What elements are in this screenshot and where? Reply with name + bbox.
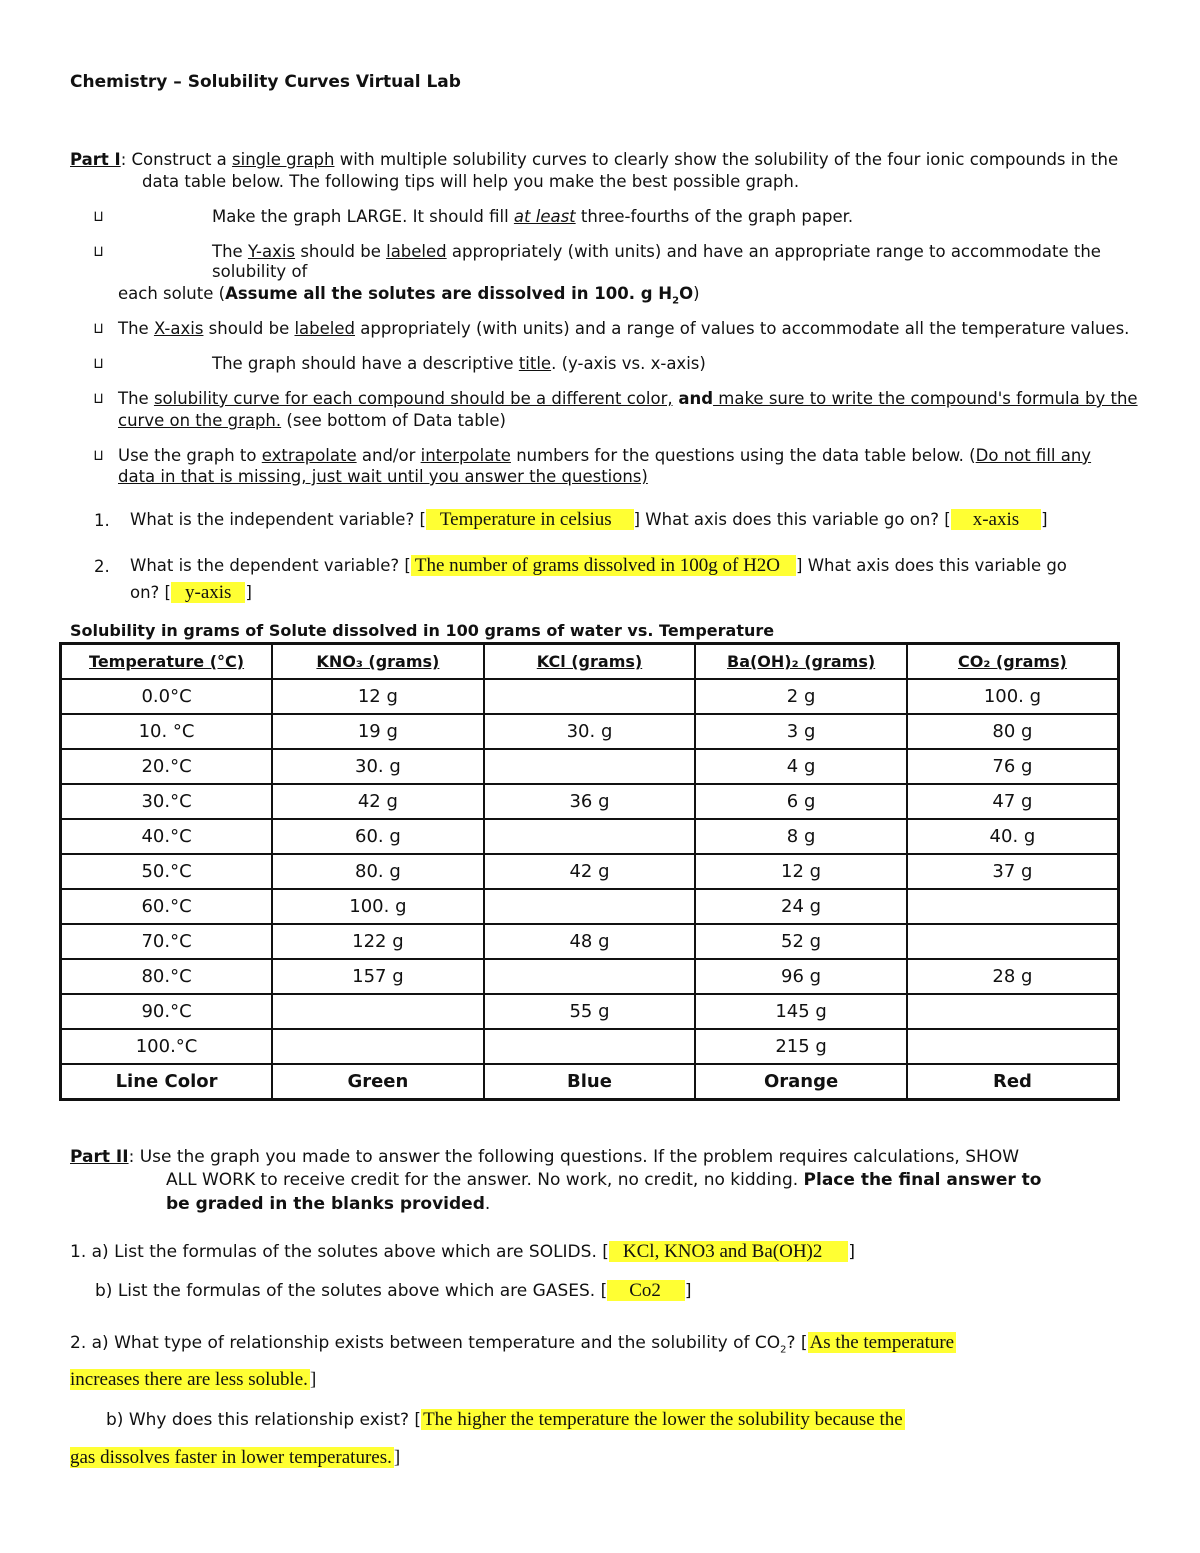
tip-2-text-3: appropriately (with units) and have an appropriate range to accommodate the: [446, 242, 1101, 261]
table-cell: 19 g: [272, 714, 484, 749]
part1-intro-text-2: with multiple solubility curves to clearly show the solubility of the four ionic compounds in the: [334, 150, 1119, 169]
part2-question-2b-line2: [70, 1447, 400, 1469]
table-cell: 28 g: [907, 959, 1119, 994]
part2-question-2b: [106, 1409, 905, 1431]
tip-6-underlined: extrapolate: [261, 446, 357, 465]
header-kno3: KNO₃ (grams): [272, 644, 484, 680]
table-cell: 157 g: [272, 959, 484, 994]
tip-1-text: Make the graph LARGE. It should fill: [212, 207, 514, 226]
table-cell: 12 g: [695, 854, 907, 889]
tip-2-text-2: should be: [295, 242, 387, 261]
table-cell: 36 g: [484, 784, 696, 819]
part2-label: Part II: [70, 1147, 129, 1167]
table-cell: 40.°C: [61, 819, 273, 854]
answer-independent-variable: Temperature in celsius: [426, 509, 634, 530]
table-cell: 70.°C: [61, 924, 273, 959]
tip-3: [118, 319, 1129, 338]
part2-intro-line3-bold: be graded in the blanks provided: [166, 1194, 485, 1214]
part2-intro: [70, 1147, 1019, 1167]
table-cell: 100.°C: [61, 1029, 273, 1064]
question-2-line2: [130, 582, 252, 604]
table-cell: [484, 889, 696, 924]
tip-3-text-2: should be: [203, 319, 295, 338]
line-color-row: [61, 1064, 1119, 1100]
table-cell: Green: [272, 1064, 484, 1100]
tip-5: [118, 389, 1138, 408]
part2-question-2a-text-2: ? [: [786, 1333, 808, 1353]
question-1-end: ]: [1041, 510, 1048, 529]
table-cell: Blue: [484, 1064, 696, 1100]
table-row: [61, 994, 1119, 1029]
tip-3-underlined-2: labeled: [294, 319, 355, 338]
tip-5-line2-underlined: curve on the graph.: [118, 411, 282, 430]
tip-2: [212, 242, 1101, 261]
table-cell: 40. g: [907, 819, 1119, 854]
tip-6-text: Use the graph to: [118, 446, 262, 465]
part2-question-2a-text: 2. a) What type of relationship exists between temperature and the solubility of CO: [70, 1333, 781, 1353]
part2-question-2a-end: ]: [309, 1369, 317, 1390]
table-cell: [907, 994, 1119, 1029]
table-cell: [272, 1029, 484, 1064]
tip-6-line2: data in that is missing, just wait until you answer the questions): [118, 467, 648, 486]
table-cell: 6 g: [695, 784, 907, 819]
table-row: [61, 854, 1119, 889]
header-temperature: Temperature (°C): [61, 644, 273, 680]
tip-2-line3-bold: Assume all the solutes are dissolved in 100. g H: [225, 284, 673, 303]
table-cell: [484, 749, 696, 784]
table-cell: 96 g: [695, 959, 907, 994]
part2-question-2a-line2: [70, 1369, 316, 1391]
tip-2-underlined-2: labeled: [386, 242, 447, 261]
table-row: [61, 889, 1119, 924]
table-cell: 80. g: [272, 854, 484, 889]
table-cell: [484, 1029, 696, 1064]
question-1: [130, 509, 1048, 531]
part2-intro-line3: [166, 1194, 490, 1214]
tip-6-text-3: numbers for the questions using the data table below. (: [510, 446, 976, 465]
table-cell: Orange: [695, 1064, 907, 1100]
question-1-text: What is the independent variable? [: [130, 510, 426, 529]
tip-4-text: The graph should have a descriptive: [212, 354, 519, 373]
table-cell: 215 g: [695, 1029, 907, 1064]
part2-intro-line2: [166, 1170, 1041, 1190]
tip-3-underlined: X-axis: [153, 319, 204, 338]
table-cell: 20.°C: [61, 749, 273, 784]
tip-4: [212, 354, 706, 373]
table-cell: 52 g: [695, 924, 907, 959]
tip-2-line3-bold-2: O: [679, 284, 694, 303]
tip-3-text-3: appropriately (with units) and a range of values to accommodate all the temperature values.: [355, 319, 1130, 338]
table-cell: Red: [907, 1064, 1119, 1100]
table-cell: 80.°C: [61, 959, 273, 994]
solubility-table: [59, 642, 1120, 1101]
table-row: [61, 1029, 1119, 1064]
answer-y-axis: y-axis: [171, 582, 245, 603]
table-row: [61, 714, 1119, 749]
part2-question-2a: [70, 1332, 956, 1355]
header-co2: CO₂ (grams): [907, 644, 1119, 680]
tip-1-underlined: at least: [513, 207, 576, 226]
table-header-row: [61, 644, 1119, 680]
answer-reason-line2: gas dissolves faster in lower temperatures.: [70, 1447, 392, 1468]
part1-intro-line2: data table below. The following tips will help you make the best possible graph.: [142, 172, 800, 191]
table-cell: 3 g: [695, 714, 907, 749]
table-cell: Line Color: [61, 1064, 273, 1100]
answer-relationship-line1: As the temperature: [809, 1332, 955, 1353]
part2-question-1b: [95, 1280, 692, 1302]
table-cell: [484, 679, 696, 714]
tip-5-text: The: [118, 389, 154, 408]
part2-intro-text: : Use the graph you made to answer the following questions. If the problem requires calculations, SHOW: [128, 1147, 1020, 1167]
bullet-icon: ⊔: [94, 207, 104, 225]
table-cell: 12 g: [272, 679, 484, 714]
answer-x-axis: x-axis: [951, 509, 1041, 530]
table-cell: 48 g: [484, 924, 696, 959]
question-2-number: 2.: [94, 557, 110, 576]
header-kcl: KCl (grams): [484, 644, 696, 680]
part2-question-1b-end: ]: [684, 1281, 692, 1301]
table-cell: 0.0°C: [61, 679, 273, 714]
part2-intro-line2-text: ALL WORK to receive credit for the answer. No work, no credit, no kidding.: [166, 1170, 804, 1190]
tip-2-underlined: Y-axis: [247, 242, 296, 261]
question-2: [130, 555, 1067, 577]
table-cell: 122 g: [272, 924, 484, 959]
part2-question-1b-text: b) List the formulas of the solutes above which are GASES. [: [95, 1281, 608, 1301]
table-cell: 60. g: [272, 819, 484, 854]
part2-question-1a-text: 1. a) List the formulas of the solutes above which are SOLIDS. [: [70, 1242, 609, 1262]
part1-intro-text: Construct a: [131, 150, 233, 169]
part1-label: Part I: [70, 150, 121, 169]
table-cell: 30.°C: [61, 784, 273, 819]
question-2-line2-end: ]: [245, 583, 252, 602]
tip-6-underlined-2: interpolate: [420, 446, 511, 465]
table-row: [61, 784, 1119, 819]
table-row: [61, 749, 1119, 784]
tip-6-underlined-3: Do not fill any: [975, 446, 1092, 465]
table-row: [61, 924, 1119, 959]
table-cell: 10. °C: [61, 714, 273, 749]
table-cell: 30. g: [272, 749, 484, 784]
tip-3-text: The: [118, 319, 154, 338]
part2-question-2b-end: ]: [393, 1447, 401, 1468]
answer-dependent-variable: The number of grams dissolved in 100g of H2O: [411, 555, 796, 576]
table-cell: 100. g: [907, 679, 1119, 714]
part2-intro-bold: Place the final answer to: [803, 1170, 1042, 1190]
tip-2-line2: solubility of: [212, 262, 308, 281]
tip-5-underlined: solubility curve for each compound should be a different color,: [153, 389, 673, 408]
tip-5-underlined-2: make sure to write the compound's formula by the: [713, 389, 1138, 408]
tip-2-line3-text: each solute (: [118, 284, 226, 303]
tip-6: [118, 446, 1091, 465]
table-cell: 8 g: [695, 819, 907, 854]
question-2-text-2: ] What axis does this variable go: [796, 556, 1067, 575]
page-title: Chemistry – Solubility Curves Virtual Lab: [70, 72, 461, 92]
table-cell: [907, 1029, 1119, 1064]
tip-2-text: The: [212, 242, 248, 261]
table-cell: 90.°C: [61, 994, 273, 1029]
part2-question-2a-subscript: 2: [780, 1344, 787, 1356]
table-cell: 76 g: [907, 749, 1119, 784]
table-caption: Solubility in grams of Solute dissolved in 100 grams of water vs. Temperature: [70, 621, 775, 640]
question-2-text: What is the dependent variable? [: [130, 556, 411, 575]
answer-relationship-line2: increases there are less soluble.: [70, 1369, 308, 1390]
tip-5-bold: and: [672, 389, 714, 408]
answer-solids: KCl, KNO3 and Ba(OH)2: [609, 1241, 848, 1262]
question-2-line2-text: on? [: [130, 583, 171, 602]
table-cell: [907, 889, 1119, 924]
table-cell: 47 g: [907, 784, 1119, 819]
tip-1: [212, 207, 853, 226]
bullet-icon: ⊔: [94, 354, 104, 372]
table-cell: 24 g: [695, 889, 907, 924]
question-1-number: 1.: [94, 511, 110, 530]
answer-gases: Co2: [607, 1280, 685, 1301]
tip-2-subscript: 2: [672, 295, 680, 307]
part1-intro: Part I: Construct a single graph with multiple solubility curves to clearly show the solubility of the four ionic compounds in the: [70, 150, 1119, 169]
bullet-icon: ⊔: [94, 446, 104, 464]
bullet-icon: ⊔: [94, 242, 104, 260]
bullet-icon: ⊔: [94, 319, 104, 337]
tip-2-line3: [118, 284, 700, 306]
table-cell: [484, 819, 696, 854]
tip-5-line2-text: (see bottom of Data table): [281, 411, 506, 430]
tip-5-line2: [118, 411, 506, 430]
bullet-icon: ⊔: [94, 389, 104, 407]
table-row: [61, 819, 1119, 854]
table-cell: [272, 994, 484, 1029]
tip-6-text-2: and/or: [356, 446, 421, 465]
table-cell: 55 g: [484, 994, 696, 1029]
part2-intro-line3-end: .: [484, 1194, 491, 1214]
table-cell: 4 g: [695, 749, 907, 784]
table-cell: 80 g: [907, 714, 1119, 749]
table-cell: 42 g: [272, 784, 484, 819]
table-cell: 42 g: [484, 854, 696, 889]
table-cell: 100. g: [272, 889, 484, 924]
table-cell: 145 g: [695, 994, 907, 1029]
table-row: [61, 959, 1119, 994]
table-cell: [484, 959, 696, 994]
table-cell: 2 g: [695, 679, 907, 714]
answer-reason-line1: The higher the temperature the lower the solubility because the: [423, 1409, 903, 1430]
table-cell: 37 g: [907, 854, 1119, 889]
table-cell: [907, 924, 1119, 959]
part1-intro-underlined: single graph: [232, 150, 335, 169]
table-row: [61, 679, 1119, 714]
part2-question-1a-end: ]: [848, 1242, 856, 1262]
table-cell: 30. g: [484, 714, 696, 749]
tip-1-text-2: three-fourths of the graph paper.: [575, 207, 854, 226]
table-cell: 60.°C: [61, 889, 273, 924]
header-baoh2: Ba(OH)₂ (grams): [695, 644, 907, 680]
part2-question-2b-text: b) Why does this relationship exist? [: [106, 1410, 422, 1430]
tip-2-line3-end: ): [693, 284, 700, 303]
table-cell: 50.°C: [61, 854, 273, 889]
part2-question-1a: [70, 1241, 855, 1263]
question-1-text-2: ] What axis does this variable go on? [: [633, 510, 951, 529]
tip-4-underlined: title: [518, 354, 552, 373]
tip-4-text-2: . (y-axis vs. x-axis): [551, 354, 706, 373]
